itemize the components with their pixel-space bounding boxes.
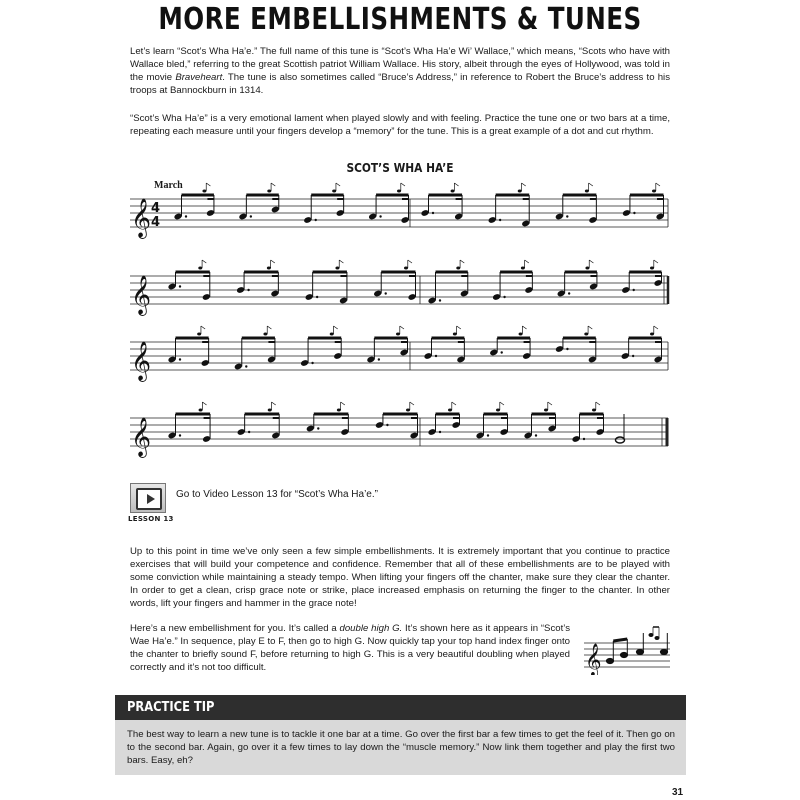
embellishment-paragraph: Up to this point in time we’ve only seen a few simple embellishments. It is extremely important that you continue to practice exercises that will build your competence and confidence. Remember that all of these embellishments are to be played with some conviction while maintaining a steady tempo. When lifting your fingers off the chanter, make sure they clear the chanter. In order to get a clean, crisp grace note or strike, place increased emphasis on returning the finger to the chanter. In other words, lift your fingers and hammer in the grace note! bbox=[130, 546, 670, 609]
practice-tip-body bbox=[115, 720, 686, 775]
dot bbox=[316, 296, 318, 298]
grace-flag bbox=[341, 402, 345, 405]
practice-tip-header bbox=[115, 695, 686, 720]
play-triangle-icon bbox=[147, 494, 155, 504]
double-high-g-example bbox=[580, 625, 672, 675]
grace-note bbox=[335, 267, 339, 270]
grace-note bbox=[267, 267, 271, 270]
dot bbox=[633, 212, 635, 214]
grace-flag bbox=[202, 260, 206, 263]
dot bbox=[568, 292, 570, 294]
grace-flag bbox=[589, 260, 593, 263]
grace-flag bbox=[588, 326, 592, 329]
grace-flag bbox=[654, 260, 658, 263]
grace-flag bbox=[400, 326, 404, 329]
half-note bbox=[616, 437, 625, 443]
grace-flag bbox=[201, 326, 205, 329]
grace-note bbox=[453, 333, 457, 336]
intro-p1-start: Let’s learn “Scot’s Wha Ha’e.” The full name of this tune is “Scot’s Wha Ha’e Wi’ Wallace,” which means, “Scots who have with Wallace bled,” referring to the great Scottish patriot William Wallace. His story, albeit through the eyes of Hollywood, was told in the movie bbox=[130, 46, 670, 83]
grace-flag bbox=[522, 326, 526, 329]
tempo-marking: March bbox=[154, 180, 183, 191]
grace-note bbox=[585, 267, 589, 270]
tune-title: SCOT’S WHA HA’E bbox=[346, 160, 454, 175]
staff-system-3 bbox=[130, 342, 668, 370]
dot bbox=[179, 285, 181, 287]
dot bbox=[385, 292, 387, 294]
grace-note bbox=[330, 333, 334, 336]
grace-flag bbox=[589, 183, 593, 186]
grace-flag bbox=[522, 183, 526, 186]
dot bbox=[386, 424, 388, 426]
grace-note bbox=[584, 333, 588, 336]
dot bbox=[247, 289, 249, 291]
movie-title: Braveheart bbox=[175, 72, 223, 83]
grace-flag bbox=[460, 260, 464, 263]
dot bbox=[633, 289, 635, 291]
grace-flag bbox=[334, 326, 338, 329]
dot bbox=[583, 438, 585, 440]
dot bbox=[632, 355, 634, 357]
page-title: MORE EMBELLISHMENTS & TUNES bbox=[158, 2, 642, 37]
grace-flag bbox=[454, 183, 458, 186]
video-lesson-text: Go to Video Lesson 13 for “Scot’s Wha Ha’e.” bbox=[176, 489, 378, 500]
dot bbox=[248, 431, 250, 433]
grace-note bbox=[585, 190, 589, 193]
intro-p1-end: . The tune is also sometimes called “Bruce’s Address,” in reference to Robert the Bruce’s address to his troops at Bannockburn in 1314. bbox=[130, 72, 670, 96]
grace-note bbox=[456, 267, 460, 270]
treble-clef-1: 𝄞 bbox=[131, 198, 152, 238]
practice-tip-text: The best way to learn a new tune is to tackle it one bar at a time. Go over the first bar a few times to get the feel of it. Then go on to the second bar. Again, go over it a few times to lay down the “muscle memory.” Now link them together and play the first two bars. Easy, eh? bbox=[127, 729, 675, 766]
grace-flag bbox=[596, 402, 600, 405]
grace-flag bbox=[656, 183, 660, 186]
grace-note bbox=[332, 190, 336, 193]
grace-flag bbox=[339, 260, 343, 263]
grace-note bbox=[406, 409, 410, 412]
grace-note bbox=[652, 190, 656, 193]
grace-note bbox=[397, 190, 401, 193]
treble-clef-3: 𝄞 bbox=[131, 341, 152, 381]
grace-note bbox=[197, 333, 201, 336]
grace-flag bbox=[500, 402, 504, 405]
dot bbox=[439, 431, 441, 433]
grace-note bbox=[396, 333, 400, 336]
grace-note bbox=[518, 190, 522, 193]
dot bbox=[499, 219, 501, 221]
dot bbox=[378, 358, 380, 360]
intro-paragraph-2: “Scot’s Wha Ha’e” is a very emotional lament when played slowly and with feeling. Practice the tune one or two bars at a time, repeating each measure until your fingers develop a “memory” for the tune. This is a great example of a dot and cut rhythm. bbox=[130, 113, 670, 137]
grace-flag bbox=[408, 260, 412, 263]
grace-flag bbox=[525, 260, 529, 263]
play-icon bbox=[136, 488, 162, 510]
treble-clef-4: 𝄞 bbox=[131, 417, 152, 457]
dot bbox=[432, 212, 434, 214]
video-lesson-icon[interactable] bbox=[130, 483, 166, 513]
grace-flag bbox=[452, 402, 456, 405]
grace-note bbox=[404, 267, 408, 270]
staff-system-2 bbox=[130, 276, 668, 304]
double-g-term: double high G. bbox=[339, 623, 403, 634]
grace-flag bbox=[202, 402, 206, 405]
dot bbox=[315, 219, 317, 221]
dot bbox=[566, 348, 568, 350]
grace-note bbox=[263, 333, 267, 336]
dot bbox=[503, 296, 505, 298]
grace-note bbox=[202, 190, 206, 193]
grace-flag bbox=[401, 183, 405, 186]
grace-flag bbox=[271, 260, 275, 263]
time-signature-bottom: 4 bbox=[151, 215, 161, 230]
grace-flag bbox=[457, 326, 461, 329]
lesson-label: LESSON 13 bbox=[128, 515, 174, 523]
grace-note bbox=[521, 267, 525, 270]
treble-clef-2: 𝄞 bbox=[131, 275, 152, 315]
grace-flag bbox=[410, 402, 414, 405]
dot bbox=[245, 365, 247, 367]
dot bbox=[435, 355, 437, 357]
dot bbox=[439, 299, 441, 301]
dot bbox=[185, 215, 187, 217]
grace-note bbox=[451, 190, 455, 193]
dot bbox=[379, 215, 381, 217]
dot bbox=[501, 351, 503, 353]
dot bbox=[179, 434, 181, 436]
grace-note bbox=[544, 409, 548, 412]
dot bbox=[179, 358, 181, 360]
grace-note bbox=[198, 267, 202, 270]
grace-note bbox=[650, 333, 654, 336]
dot bbox=[317, 427, 319, 429]
page-number: 31 bbox=[672, 787, 684, 798]
dot bbox=[566, 215, 568, 217]
staff-system-4 bbox=[130, 418, 668, 446]
grace-flag bbox=[336, 183, 340, 186]
grace-flag bbox=[206, 183, 210, 186]
grace-note bbox=[267, 190, 271, 193]
grace-flag bbox=[271, 183, 275, 186]
grace-flag bbox=[548, 402, 552, 405]
double-g-start: Here’s a new embellishment for you. It’s called a bbox=[130, 623, 340, 634]
double-g-end: It’s shown here as it appears in “Scot’s Wae Ha’e.” In sequence, play E to F, then go to high G. Now quickly tap your top hand index finger onto the chanter to briefly sound F, before returning to high G. This is a very beautiful doubling when played correctly and it’s not too difficult. bbox=[130, 623, 571, 673]
music-notes bbox=[168, 183, 665, 443]
grace-note bbox=[496, 409, 500, 412]
grace-note bbox=[650, 267, 654, 270]
grace-flag bbox=[654, 326, 658, 329]
grace-note bbox=[519, 333, 523, 336]
time-signature-top: 4 bbox=[151, 201, 161, 216]
grace-note bbox=[268, 409, 272, 412]
grace-note bbox=[199, 409, 203, 412]
grace-flag bbox=[272, 402, 276, 405]
dot bbox=[250, 215, 252, 217]
dot bbox=[535, 434, 537, 436]
double-high-g-paragraph bbox=[130, 622, 570, 674]
grace-flag bbox=[267, 326, 271, 329]
grace-note bbox=[592, 409, 596, 412]
dot bbox=[487, 434, 489, 436]
example-clef: 𝄞 bbox=[585, 643, 602, 675]
dot bbox=[311, 362, 313, 364]
practice-tip-title: PRACTICE TIP bbox=[127, 699, 215, 715]
grace-note bbox=[448, 409, 452, 412]
grace-note bbox=[337, 409, 341, 412]
